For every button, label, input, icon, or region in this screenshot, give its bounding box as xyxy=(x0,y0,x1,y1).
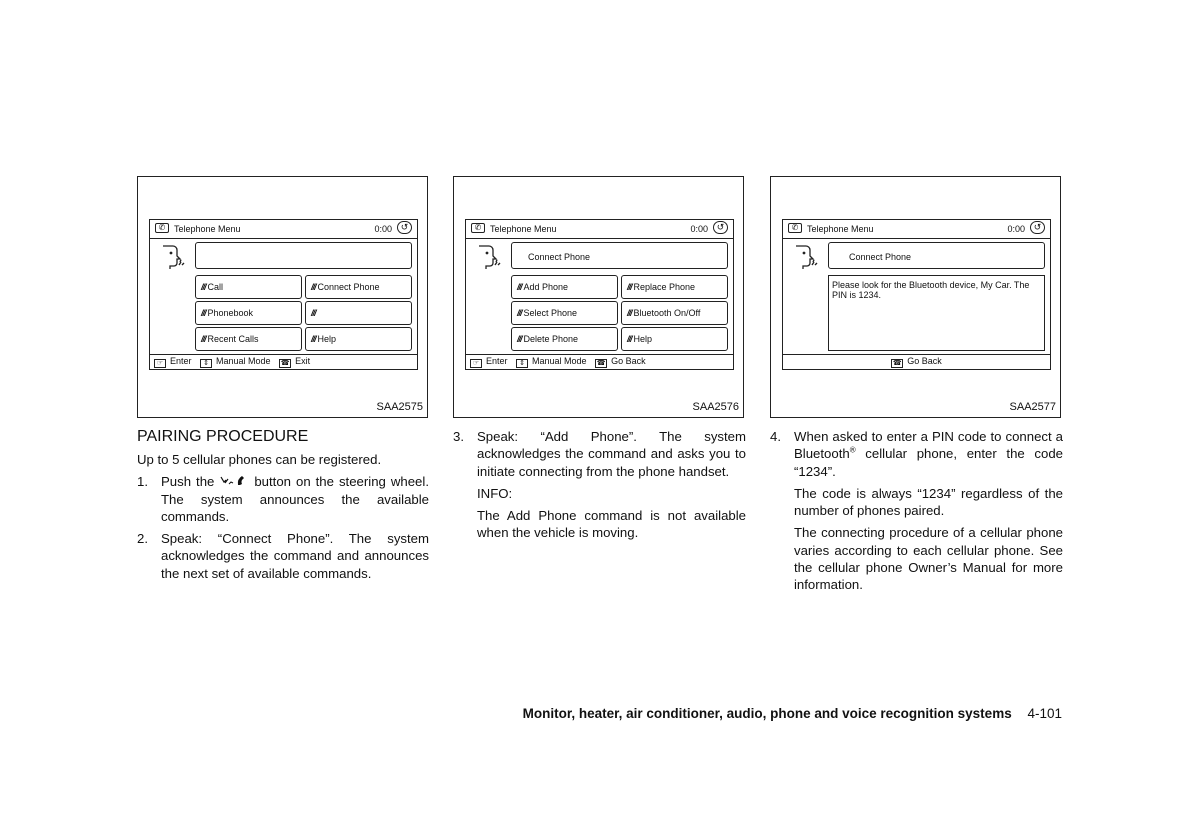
screen-title: Telephone Menu xyxy=(490,224,557,234)
call-timer: 0:00 xyxy=(374,224,392,234)
step-1-text-pre: Push the xyxy=(161,474,215,490)
step-4-text-post: cellular phone, enter the code “1234”. xyxy=(794,446,1063,479)
manual-mode-label: Manual Mode xyxy=(532,356,587,366)
help-label: Help xyxy=(633,334,653,344)
go-back-label: Go Back xyxy=(611,356,646,366)
command-display: Connect Phone xyxy=(828,242,1045,269)
voice-command-icon: /// xyxy=(627,308,632,318)
voice-recognition-icon xyxy=(475,244,501,270)
step-1-text-post: button on the steering wheel. The system announces the available commands. xyxy=(161,474,429,524)
enter-icon: ☞ xyxy=(154,359,166,368)
screen-footer-bar xyxy=(783,354,1050,369)
back-icon[interactable]: ↺ xyxy=(1030,221,1045,234)
enter-label: Enter xyxy=(486,356,508,366)
figure-code: SAA2575 xyxy=(376,401,423,413)
voice-command-icon: /// xyxy=(201,308,206,318)
select-phone-button[interactable] xyxy=(511,301,618,325)
manual-mode-label: Manual Mode xyxy=(216,356,271,366)
voice-command-icon: /// xyxy=(517,334,522,344)
step-number: 4. xyxy=(770,429,781,444)
command-display xyxy=(195,242,412,269)
delete-phone-label: Delete Phone xyxy=(523,334,579,344)
voice-command-icon: /// xyxy=(517,282,522,292)
talk-phone-icon xyxy=(219,474,249,487)
add-phone-label: Add Phone xyxy=(523,282,569,292)
screen-footer-bar xyxy=(466,354,733,369)
call-timer: 0:00 xyxy=(1007,224,1025,234)
voice-command-icon: /// xyxy=(627,282,632,292)
voice-command-icon: /// xyxy=(311,334,316,344)
voice-command-icon: /// xyxy=(627,334,632,344)
back-icon[interactable]: ↺ xyxy=(713,221,728,234)
step-2 xyxy=(137,530,429,582)
registered-mark: ® xyxy=(849,445,856,455)
page-footer xyxy=(523,706,1062,721)
pin-note: The code is always “1234” regardless of the number of phones paired. xyxy=(794,485,1063,519)
section-heading: PAIRING PROCEDURE xyxy=(137,428,309,445)
step-4 xyxy=(770,428,1063,480)
select-phone-label: Select Phone xyxy=(523,308,578,318)
call-button-label: Call xyxy=(207,282,224,292)
exit-label: Exit xyxy=(295,356,311,366)
screen-title-bar xyxy=(783,220,1050,239)
figure-saa2577 xyxy=(770,176,1061,418)
page-number: 4-101 xyxy=(1027,706,1062,721)
screen-connect-phone xyxy=(465,219,734,370)
figure-code: SAA2577 xyxy=(1009,401,1056,413)
info-text: The Add Phone command is not available when the vehicle is moving. xyxy=(477,508,746,541)
figure-saa2576 xyxy=(453,176,744,418)
info-label: INFO: xyxy=(477,485,513,501)
screen-footer-bar xyxy=(150,354,417,369)
bluetooth-toggle-label: Bluetooth On/Off xyxy=(633,308,701,318)
screen-title-bar xyxy=(466,220,733,239)
step-number: 3. xyxy=(453,429,464,444)
hang-up-icon: ☎ xyxy=(596,360,606,367)
voice-recognition-icon xyxy=(792,244,818,270)
delete-phone-button[interactable] xyxy=(511,327,618,351)
step-3-text: Speak: “Add Phone”. The system acknowledges the command and asks you to initiate connecting from the phone handset. xyxy=(477,429,746,479)
enter-icon: ☞ xyxy=(470,359,482,368)
step-number: 1. xyxy=(137,474,148,490)
recent-calls-label: Recent Calls xyxy=(207,334,259,344)
step-4-text-pre: When asked to enter a PIN code to connect a Bluetooth xyxy=(794,429,1063,462)
phonebook-button[interactable] xyxy=(195,301,302,325)
connect-phone-button[interactable] xyxy=(305,275,412,299)
enter-label: Enter xyxy=(170,356,192,366)
screen-title: Telephone Menu xyxy=(174,224,241,234)
hang-up-icon: ☎ xyxy=(892,360,902,367)
recent-calls-button[interactable] xyxy=(195,327,302,351)
voice-recognition-icon xyxy=(159,244,185,270)
screen-pairing-message xyxy=(782,219,1051,370)
go-back-label: Go Back xyxy=(907,356,942,366)
screen-telephone-menu xyxy=(149,219,418,370)
voice-command-icon: /// xyxy=(201,334,206,344)
phone-icon: ✆ xyxy=(788,223,802,233)
step-1 xyxy=(137,473,429,525)
intro-text: Up to 5 cellular phones can be registered. xyxy=(137,452,382,467)
section-title: Monitor, heater, air conditioner, audio, phone and voice recognition systems xyxy=(522,706,1012,721)
manual-mode-icon: ⇕ xyxy=(516,359,528,368)
screen-title: Telephone Menu xyxy=(807,224,874,234)
screen-title-bar xyxy=(150,220,417,239)
replace-phone-label: Replace Phone xyxy=(633,282,696,292)
procedure-note: The connecting procedure of a cellular phone varies according to each cellular phone. See the cellular phone Owner’s Manual for more information. xyxy=(794,525,1063,593)
step-number: 2. xyxy=(137,531,148,547)
call-button[interactable] xyxy=(195,275,302,299)
hang-up-icon: ☎ xyxy=(280,360,290,367)
add-phone-button[interactable] xyxy=(511,275,618,299)
column-1 xyxy=(137,451,429,587)
connect-phone-label: Connect Phone xyxy=(317,282,380,292)
step-3 xyxy=(453,428,746,480)
help-button[interactable] xyxy=(305,327,412,351)
pairing-message: Please look for the Bluetooth device, My Car. The PIN is 1234. xyxy=(828,275,1045,351)
voice-command-icon: /// xyxy=(311,308,316,318)
back-icon[interactable]: ↺ xyxy=(397,221,412,234)
column-2 xyxy=(453,428,746,547)
replace-phone-button[interactable] xyxy=(621,275,728,299)
phone-icon: ✆ xyxy=(471,223,485,233)
call-timer: 0:00 xyxy=(690,224,708,234)
command-display: Connect Phone xyxy=(511,242,728,269)
phone-icon: ✆ xyxy=(155,223,169,233)
manual-mode-icon: ⇕ xyxy=(200,359,212,368)
empty-button[interactable] xyxy=(305,301,412,325)
column-3 xyxy=(770,428,1063,599)
figure-saa2575 xyxy=(137,176,428,418)
bluetooth-toggle-button[interactable] xyxy=(621,301,728,325)
phonebook-label: Phonebook xyxy=(207,308,254,318)
help-button[interactable] xyxy=(621,327,728,351)
voice-command-icon: /// xyxy=(311,282,316,292)
help-label: Help xyxy=(317,334,337,344)
voice-command-icon: /// xyxy=(201,282,206,292)
voice-command-icon: /// xyxy=(517,308,522,318)
figure-code: SAA2576 xyxy=(692,401,739,413)
step-2-text: Speak: “Connect Phone”. The system acknowledges the command and announces the next set of available commands. xyxy=(161,531,429,581)
